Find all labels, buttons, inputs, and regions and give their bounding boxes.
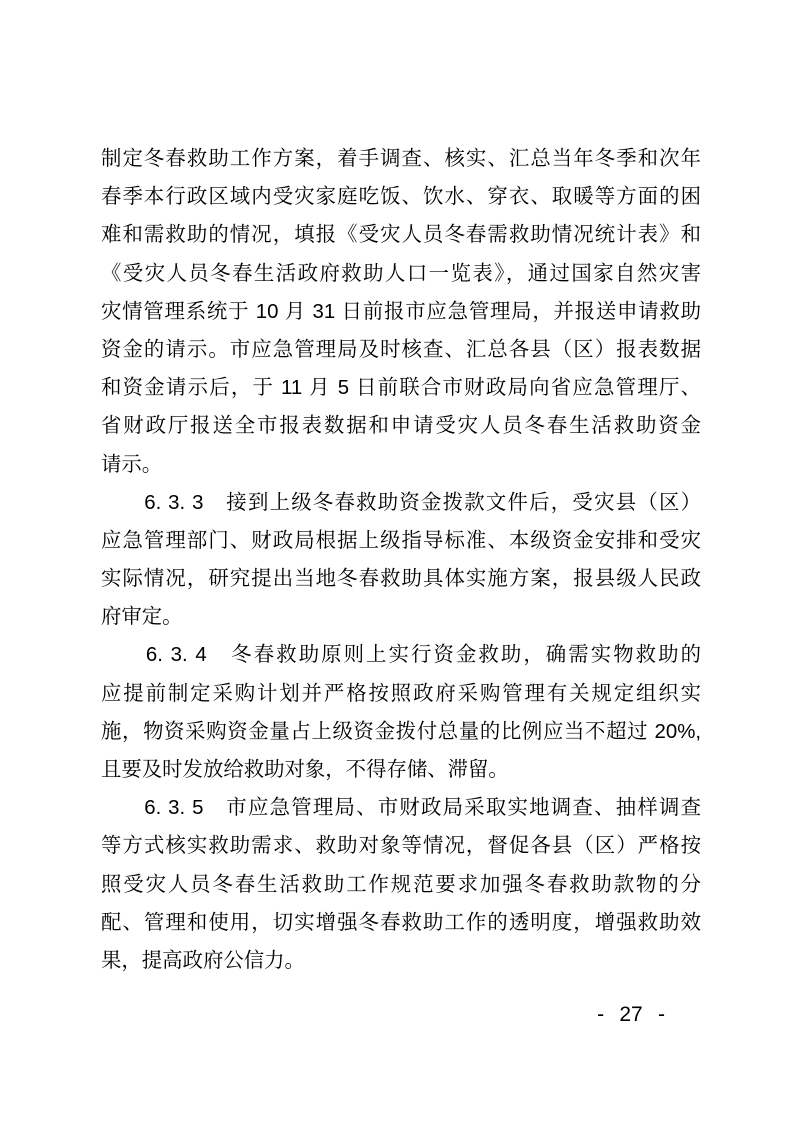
text-line: 应急管理部门、财政局根据上级指导标准、本级资金安排和受灾: [101, 529, 701, 552]
text-line: 资金的请示。市应急管理局及时核查、汇总各县（区）报表数据: [101, 338, 701, 361]
text-line: 和资金请示后，于 11 月 5 日前联合市财政局向省应急管理厅、: [101, 377, 701, 400]
text-line: 灾情管理系统于 10 月 31 日前报市应急管理局，并报送申请救助: [101, 300, 701, 323]
text-line: 难和需救助的情况，填报《受灾人员冬春需救助情况统计表》和: [101, 224, 701, 247]
text-line: 请示。: [101, 453, 163, 476]
document-text: [101, 140, 701, 980]
text-line: 果，提高政府公信力。: [101, 949, 305, 972]
text-line: 6. 3. 3 接到上级冬春救助资金拨款文件后，受灾县（区）: [101, 491, 701, 514]
text-line: 府审定。: [101, 606, 183, 629]
text-line: 制定冬春救助工作方案，着手调查、核实、汇总当年冬季和次年: [101, 148, 701, 170]
text-line: 照受灾人员冬春生活救助工作规范要求加强冬春救助款物的分: [101, 873, 701, 896]
text-line: 实际情况，研究提出当地冬春救助具体实施方案，报县级人民政: [101, 568, 701, 591]
text-line: 春季本行政区域内受灾家庭吃饭、饮水、穿衣、取暖等方面的困: [101, 186, 701, 209]
text-line: 且要及时发放给救助对象，不得存储、滞留。: [101, 759, 509, 781]
page-number: - 27 -: [597, 1003, 665, 1026]
text-line: 施，物资采购资金量占上级资金拨付总量的比例应当不超过 20%,: [101, 720, 701, 743]
text-line: 6. 3. 4 冬春救助原则上实行资金救助，确需实物救助的: [101, 644, 701, 667]
text-line: 应提前制定采购计划并严格按照政府采购管理有关规定组织实: [101, 682, 701, 705]
text-line: 配、管理和使用，切实增强冬春救助工作的透明度，增强救助效: [101, 911, 701, 934]
text-line: 6. 3. 5 市应急管理局、市财政局采取实地调查、抽样调查: [101, 797, 701, 820]
text-line: 《受灾人员冬春生活政府救助人口一览表》，通过国家自然灾害: [101, 262, 701, 285]
text-line: 省财政厅报送全市报表数据和申请受灾人员冬春生活救助资金: [101, 415, 701, 438]
text-line: 等方式核实救助需求、救助对象等情况，督促各县（区）严格按: [101, 835, 701, 858]
